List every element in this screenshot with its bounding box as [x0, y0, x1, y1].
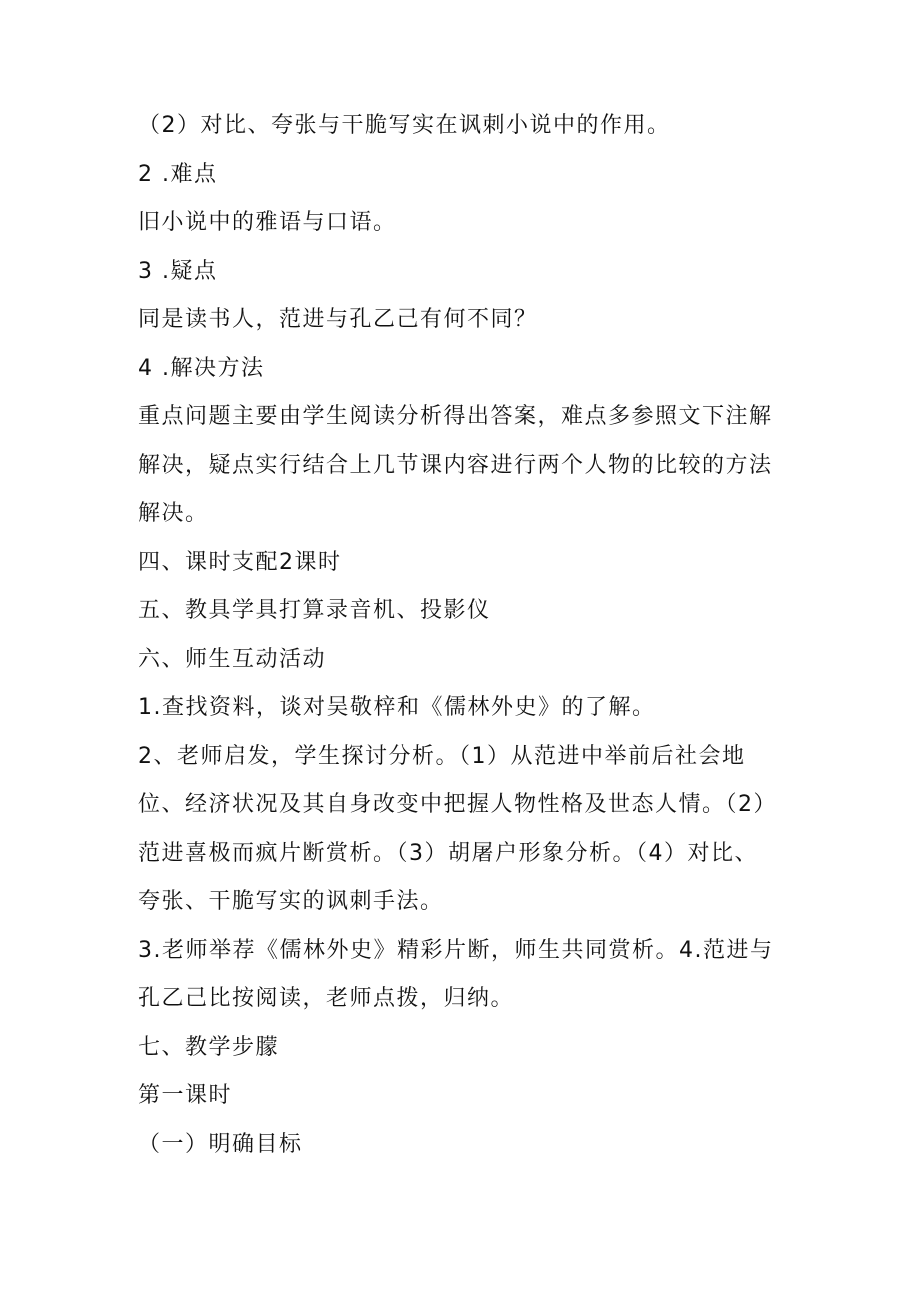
text-line-doubts: 同是读书人，范进与孔乙己有何不同？ — [138, 307, 538, 332]
heading-difficulties: 2 .难点 — [138, 161, 218, 187]
heading-solutions: 4 .解决方法 — [138, 355, 265, 381]
text-line-activity-3a: 3.老师举荐《儒林外史》精彩片断，师生共同赏析。4.范进与 — [138, 937, 774, 963]
heading-teaching-aids: 五、教具学具打算录音机、投影仪 — [138, 598, 491, 623]
text-line-solutions-1: 重点问题主要由学生阅读分析得出答案，难点多参照文下注解 — [138, 404, 773, 429]
text-line-activity-2c: 范进喜极而疯片断赏析。（3）胡屠户形象分析。（4）对比、 — [138, 840, 758, 866]
heading-doubts: 3 .疑点 — [138, 258, 218, 284]
heading-clarify-goals: （一）明确目标 — [138, 1131, 303, 1157]
text-line-activity-2d: 夸张、干脆写实的讽刺手法。 — [138, 889, 444, 914]
document-body — [138, 102, 778, 1169]
heading-teaching-steps: 七、教学步朦 — [138, 1034, 280, 1060]
text-line-activity-3b: 孔乙己比按阅读，老师点拨，归纳。 — [138, 986, 515, 1011]
text-line-solutions-2: 解决，疑点实行结合上几节课内容进行两个人物的比较的方法 — [138, 452, 773, 478]
text-line-solutions-3: 解决。 — [138, 501, 209, 526]
text-line-activity-2b: 位、经济状况及其自身改变中把握人物性格及世态人情。（2） — [138, 792, 777, 817]
text-line-activity-1: 1.查找资料，谈对吴敬梓和《儒林外史》的了解。 — [138, 695, 656, 720]
text-line-difficulties: 旧小说中的雅语与口语。 — [138, 210, 397, 235]
text-line-activity-2a: 2、老师启发，学生探讨分析。（1）从范进中举前后社会地 — [138, 743, 746, 769]
text-line-role-of-contrast: （2）对比、夸张与干脆写实在讽刺小说中的作用。 — [138, 113, 671, 138]
heading-class-hours: 四、课时支配2课时 — [138, 549, 342, 575]
heading-first-lesson: 第一课时 — [138, 1083, 233, 1108]
heading-interactive-activities: 六、师生互动活动 — [138, 646, 327, 672]
